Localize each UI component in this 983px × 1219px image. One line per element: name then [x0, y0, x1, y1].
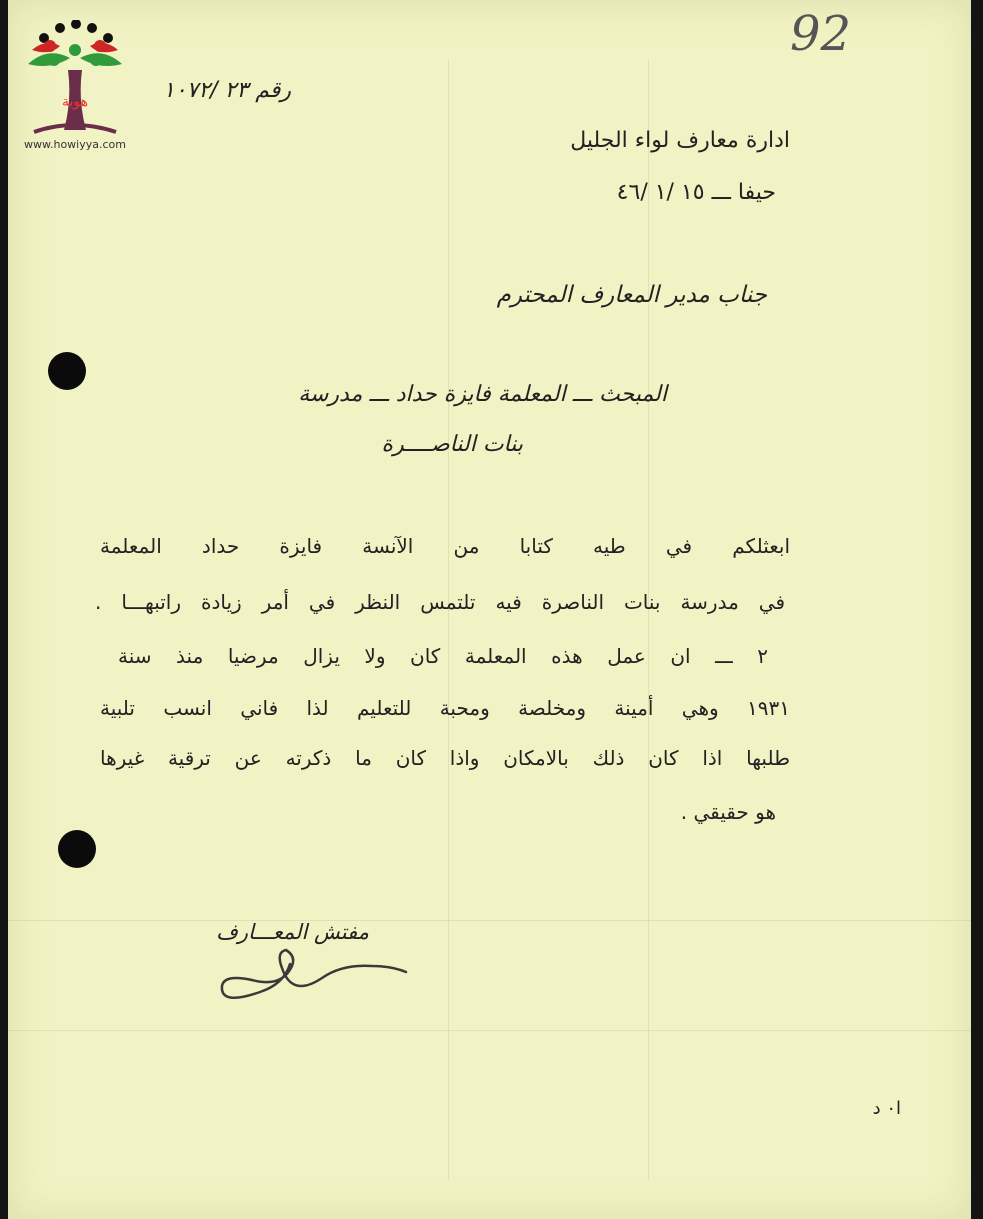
reference-number: رقم ٢٣ /١٠٧٢ — [162, 78, 291, 103]
addressee: جناب مدير المعارف المحترم — [496, 282, 767, 308]
body-line-6: هو حقيقي . — [680, 800, 776, 824]
body-line-4-text: ١٩٣١ وهي أمينة ومخلصة ومحبة للتعليم لذا فاني انسب تلبية — [100, 696, 790, 720]
place-date: حيفا ـــ ١٥ /١ /٤٦ — [616, 180, 776, 205]
page-number: 92 — [790, 6, 852, 62]
tree-logo-icon — [14, 20, 136, 138]
body-line-5-text: طلبها اذا كان ذلك بالامكان واذا كان ما ذكرته عن ترقية غيرها — [100, 746, 790, 770]
body-line-2-text: في مدرسة بنات الناصرة فيه تلتمس النظر في أمر زيادة راتبهـــا . — [95, 590, 785, 614]
signature-icon — [210, 946, 430, 1016]
faint-rule — [648, 60, 649, 1180]
body-line-2 — [95, 590, 785, 620]
body-line-3-text: ٢ ـــ ان عمل هذه المعلمة كان ولا يزال مرضيا منذ سنة — [118, 644, 768, 668]
punch-hole-top — [48, 352, 86, 390]
subject-line-2: بنات الناصــــرة — [381, 432, 523, 457]
subject-line-1: المبحث ـــ المعلمة فايزة حداد ـــ مدرسة — [298, 382, 667, 407]
faint-rule — [8, 1030, 971, 1031]
site-url: www.howiyya.com — [24, 138, 126, 151]
punch-hole-bottom — [58, 830, 96, 868]
body-line-1-text: ابعثلكم في طيه كتابا من الآنسة فايزة حداد المعلمة — [100, 534, 790, 558]
logo-text: هوية — [61, 94, 89, 110]
faint-rule — [8, 920, 971, 921]
signatory-title: مفتش المعـــارف — [216, 920, 369, 944]
body-line-4 — [100, 696, 790, 726]
watermark-logo — [14, 20, 136, 155]
footer-initials: ا٠ د — [872, 1098, 901, 1119]
body-line-1 — [100, 534, 790, 564]
faint-rule — [448, 60, 449, 1180]
body-line-5 — [100, 746, 790, 776]
office-name: ادارة معارف لواء الجليل — [570, 128, 790, 153]
body-line-3 — [118, 644, 768, 674]
